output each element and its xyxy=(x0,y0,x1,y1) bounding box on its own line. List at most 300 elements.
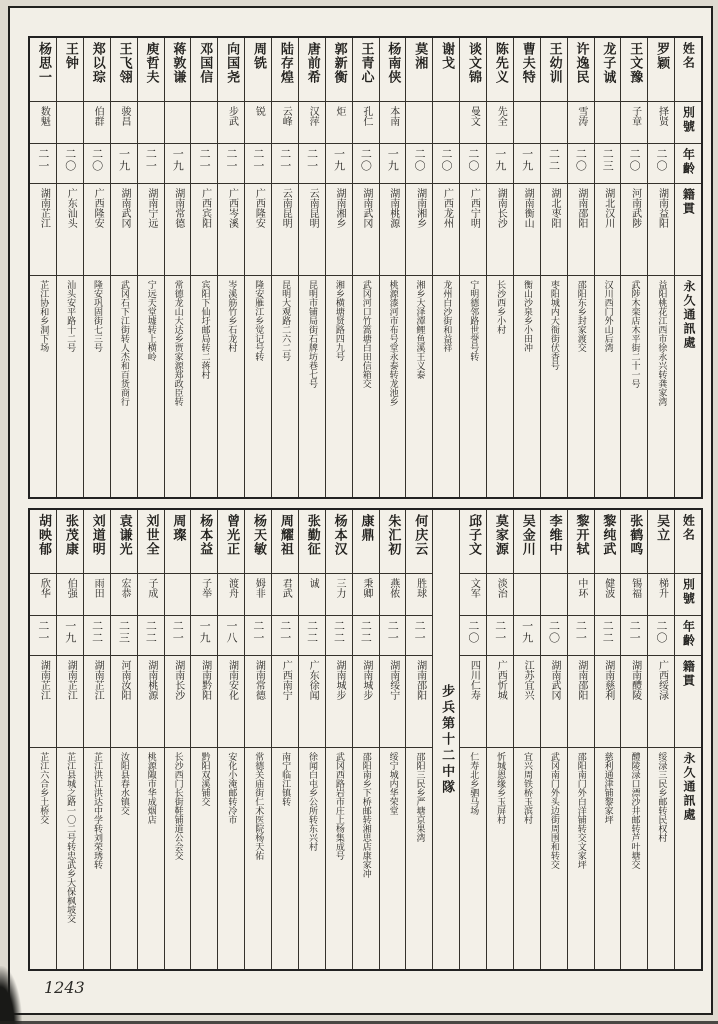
scan-corner-blotch xyxy=(0,966,22,1024)
person-address xyxy=(30,276,56,497)
person-name xyxy=(433,38,459,102)
roster-column xyxy=(621,38,648,497)
person-address-text: 南宁临江镇转 xyxy=(280,752,291,806)
person-age xyxy=(514,616,540,656)
roster-column xyxy=(595,510,622,969)
person-alias xyxy=(621,574,647,616)
person-origin xyxy=(487,656,513,748)
person-alias xyxy=(272,574,298,616)
person-name-text: 李维中 xyxy=(546,514,562,556)
person-address-text: 安化小淹邮转冷市 xyxy=(226,752,237,824)
person-age-text: 二一 xyxy=(305,148,319,172)
person-name-text: 郑以琮 xyxy=(89,42,105,84)
person-age-text: 二〇 xyxy=(466,148,480,172)
person-alias-text: 先全 xyxy=(495,106,507,126)
roster-column xyxy=(595,38,622,497)
unit-divider-label: 步兵第十二中隊 xyxy=(439,683,455,796)
field-label-age-text: 年齡 xyxy=(681,148,696,176)
person-alias xyxy=(380,102,406,144)
person-age-text: 二二 xyxy=(332,620,346,644)
person-age-text: 二三 xyxy=(601,148,615,172)
person-address xyxy=(568,276,594,497)
field-label-name xyxy=(675,38,701,102)
person-name-text: 黎开轼 xyxy=(573,514,589,556)
person-origin xyxy=(245,656,271,748)
person-age xyxy=(218,616,244,656)
page-number: 1243 xyxy=(44,978,85,997)
person-origin xyxy=(138,184,164,276)
person-name-text: 王钟 xyxy=(62,42,78,70)
person-origin xyxy=(191,656,217,748)
person-age-text: 二〇 xyxy=(655,620,669,644)
person-address xyxy=(84,276,110,497)
person-name xyxy=(299,38,325,102)
person-alias xyxy=(218,102,244,144)
person-alias xyxy=(568,102,594,144)
person-alias-text: 雨田 xyxy=(92,578,104,598)
person-age-text: 一九 xyxy=(332,148,346,172)
person-origin-text: 湖南城步 xyxy=(333,660,345,700)
person-address-text: 武冈石下江街转人杰和百货商行 xyxy=(118,280,129,406)
person-origin-text: 湖南武冈 xyxy=(118,188,130,228)
person-age-text: 一九 xyxy=(198,620,212,644)
roster-column xyxy=(487,38,514,497)
person-address-text: 绥渌三民乡邮转民权村 xyxy=(656,752,667,842)
field-label-name xyxy=(675,510,701,574)
person-origin-text: 云南昆明 xyxy=(307,188,319,228)
person-origin xyxy=(138,656,164,748)
roster-column xyxy=(218,510,245,969)
person-age-text: 二〇 xyxy=(466,620,480,644)
person-name-text: 王青心 xyxy=(358,42,374,84)
person-age-text: 一九 xyxy=(520,620,534,644)
person-address xyxy=(406,276,432,497)
person-address-text: 武冈河口竹篙塘白田信箱交 xyxy=(360,280,371,388)
person-age xyxy=(272,144,298,184)
person-origin xyxy=(541,656,567,748)
person-age xyxy=(191,616,217,656)
person-name xyxy=(111,38,137,102)
person-age xyxy=(621,144,647,184)
roster-column xyxy=(165,510,192,969)
person-origin xyxy=(30,656,56,748)
person-origin xyxy=(218,656,244,748)
person-age-text: 一九 xyxy=(520,148,534,172)
roster-column xyxy=(460,38,487,497)
person-age xyxy=(84,616,110,656)
person-address-text: 枣阳城内大衙街伏香号 xyxy=(548,280,559,370)
person-origin xyxy=(191,184,217,276)
field-label-name-text: 姓名 xyxy=(681,42,696,70)
person-alias xyxy=(138,102,164,144)
roster-column xyxy=(138,510,165,969)
person-origin-text: 湖南醴陵 xyxy=(629,660,641,700)
person-origin xyxy=(568,184,594,276)
person-age-text: 二〇 xyxy=(440,148,454,172)
person-address xyxy=(138,276,164,497)
person-name-text: 周耀祖 xyxy=(277,514,293,556)
person-name xyxy=(595,510,621,574)
person-alias-text: 梯升 xyxy=(656,578,668,598)
person-origin xyxy=(30,184,56,276)
person-age xyxy=(595,144,621,184)
person-origin xyxy=(111,184,137,276)
person-origin-text: 江苏宜兴 xyxy=(522,660,534,700)
person-origin-text: 湖南湘乡 xyxy=(414,188,426,228)
person-origin xyxy=(326,184,352,276)
person-name-text: 周铣 xyxy=(250,42,266,70)
person-origin xyxy=(380,656,406,748)
person-address-text: 徐闻白屯乡公所转东兴村 xyxy=(306,752,317,851)
person-age xyxy=(218,144,244,184)
roster-column xyxy=(380,38,407,497)
person-alias xyxy=(165,574,191,616)
person-alias-text: 雪涛 xyxy=(575,106,587,126)
person-alias-text: 曼文 xyxy=(468,106,480,126)
person-address xyxy=(487,748,513,969)
person-alias xyxy=(165,102,191,144)
person-alias xyxy=(245,102,271,144)
person-address-text: 慈利通津铺黎家坪 xyxy=(602,752,613,824)
person-origin-text: 湖南桃源 xyxy=(145,660,157,700)
field-label-alias-text: 別號 xyxy=(681,578,696,606)
person-age-text: 二〇 xyxy=(655,148,669,172)
person-name xyxy=(595,38,621,102)
field-label-age xyxy=(675,616,701,656)
person-alias xyxy=(460,102,486,144)
person-name-text: 龙子诚 xyxy=(600,42,616,84)
person-age-text: 二二 xyxy=(547,148,561,172)
person-address xyxy=(30,748,56,969)
person-age-text: 二二 xyxy=(305,620,319,644)
person-age-text: 二二 xyxy=(359,620,373,644)
person-origin-text: 广西宁明 xyxy=(468,188,480,228)
person-address-text: 邵阳东乡封家渡交 xyxy=(575,280,586,352)
person-origin xyxy=(326,656,352,748)
roster-column xyxy=(568,38,595,497)
person-address-text: 岑溪筋竹乡石龙村 xyxy=(226,280,237,352)
person-age xyxy=(326,616,352,656)
person-address-text: 昆明市铺局街石牌坊巷七号 xyxy=(306,280,317,388)
roster-column xyxy=(191,510,218,969)
person-name xyxy=(353,38,379,102)
person-name-text: 张茂康 xyxy=(62,514,78,556)
person-age-text: 一九 xyxy=(117,148,131,172)
person-address-text: 宁远天堂墟转上横岭 xyxy=(145,280,156,361)
person-alias xyxy=(111,102,137,144)
person-age xyxy=(299,616,325,656)
person-age xyxy=(541,144,567,184)
person-age xyxy=(380,144,406,184)
person-alias-text: 诚 xyxy=(307,578,319,588)
person-address xyxy=(595,276,621,497)
person-origin-text: 湖南长沙 xyxy=(495,188,507,228)
person-alias xyxy=(380,574,406,616)
person-origin-text: 湖南衡山 xyxy=(522,188,534,228)
roster-column xyxy=(299,38,326,497)
person-alias-text: 云峰 xyxy=(280,106,292,126)
person-name-text: 黎纯武 xyxy=(600,514,616,556)
roster-column xyxy=(111,510,138,969)
person-alias-text: 本南 xyxy=(387,106,399,126)
person-alias-text: 文军 xyxy=(468,578,480,598)
person-name-text: 杨本益 xyxy=(197,514,213,556)
person-age-text: 二一 xyxy=(574,620,588,644)
roster-column xyxy=(191,38,218,497)
person-name-text: 刘道明 xyxy=(89,514,105,556)
person-alias xyxy=(595,102,621,144)
person-address xyxy=(353,276,379,497)
roster-column xyxy=(353,510,380,969)
roster-column xyxy=(648,38,675,497)
person-origin xyxy=(165,656,191,748)
person-address-text: 常德龙山大达乡贾家源郑政臣转 xyxy=(172,280,183,406)
person-name-text: 张鹤鸣 xyxy=(627,514,643,556)
person-age xyxy=(272,616,298,656)
person-address-text: 醴陵渌口漂沙井邮转芦叶塘交 xyxy=(629,752,640,869)
roster-column xyxy=(433,38,460,497)
person-age-text: 二〇 xyxy=(547,620,561,644)
person-age xyxy=(30,616,56,656)
person-address xyxy=(218,276,244,497)
person-origin xyxy=(299,184,325,276)
person-name xyxy=(541,510,567,574)
person-address xyxy=(191,748,217,969)
person-origin-text: 湖南湘乡 xyxy=(333,188,345,228)
person-origin-text: 广西忻城 xyxy=(495,660,507,700)
person-alias-text: 骏昌 xyxy=(118,106,130,126)
person-address xyxy=(380,748,406,969)
person-name xyxy=(541,38,567,102)
person-name xyxy=(326,38,352,102)
person-name-text: 邓国信 xyxy=(197,42,213,84)
person-origin-text: 湖南邵阳 xyxy=(575,188,587,228)
person-name xyxy=(353,510,379,574)
person-name xyxy=(272,38,298,102)
field-label-address-text: 永久通訊處 xyxy=(681,752,696,822)
roster-column xyxy=(57,38,84,497)
person-alias-text: 燕侬 xyxy=(387,578,399,598)
person-age-text: 二〇 xyxy=(413,148,427,172)
person-alias xyxy=(299,574,325,616)
roster-column xyxy=(218,38,245,497)
person-name xyxy=(648,38,674,102)
person-address-text: 湘乡大泽潭鲤鱼溪王义泰 xyxy=(414,280,425,379)
roster-column xyxy=(84,510,111,969)
scanned-page-sheet xyxy=(8,6,713,1015)
roster-column xyxy=(245,510,272,969)
person-age-text: 二一 xyxy=(36,148,50,172)
person-origin-text: 湖南芷江 xyxy=(38,188,50,228)
person-age xyxy=(57,616,83,656)
person-origin xyxy=(621,656,647,748)
person-address xyxy=(568,748,594,969)
person-age-text: 二〇 xyxy=(628,148,642,172)
person-origin-text: 湖南芷江 xyxy=(65,660,77,700)
person-origin-text: 湖南桃源 xyxy=(387,188,399,228)
person-age xyxy=(568,144,594,184)
person-age xyxy=(138,616,164,656)
person-origin-text: 湖南安化 xyxy=(226,660,238,700)
person-alias xyxy=(57,574,83,616)
person-age xyxy=(514,144,540,184)
person-alias xyxy=(272,102,298,144)
person-address-text: 桃源漆河市布号堂永泰转龙池乡 xyxy=(387,280,398,406)
person-origin-text: 广西隆安 xyxy=(253,188,265,228)
person-name xyxy=(165,510,191,574)
person-origin xyxy=(218,184,244,276)
roster-column xyxy=(30,38,57,497)
roster-column xyxy=(514,510,541,969)
person-origin xyxy=(595,656,621,748)
person-age xyxy=(326,144,352,184)
person-name-text: 朱汇初 xyxy=(385,514,401,556)
roster-column xyxy=(541,510,568,969)
person-address xyxy=(165,276,191,497)
field-label-name-text: 姓名 xyxy=(681,514,696,542)
person-age xyxy=(487,144,513,184)
field-label-address xyxy=(675,748,701,969)
roster-column xyxy=(487,510,514,969)
roster-column xyxy=(272,510,299,969)
person-alias-text: 炬 xyxy=(333,106,345,116)
person-age-text: 二〇 xyxy=(90,148,104,172)
person-name-text: 胡映郁 xyxy=(35,514,51,556)
roster-column xyxy=(111,38,138,497)
person-age xyxy=(487,616,513,656)
person-origin-text: 湖北枣阳 xyxy=(548,188,560,228)
person-origin xyxy=(272,656,298,748)
person-name-text: 张勤征 xyxy=(304,514,320,556)
person-alias-text: 胜球 xyxy=(414,578,426,598)
roster-column xyxy=(380,510,407,969)
person-alias xyxy=(218,574,244,616)
person-address xyxy=(487,276,513,497)
person-age-text: 二一 xyxy=(386,620,400,644)
person-alias-text: 渡舟 xyxy=(226,578,238,598)
person-age xyxy=(57,144,83,184)
person-alias-text: 子举 xyxy=(199,578,211,598)
roster-column xyxy=(30,510,57,969)
person-address-text: 隆安雁江乡觉记号转 xyxy=(253,280,264,361)
person-alias-text: 健波 xyxy=(602,578,614,598)
person-name-text: 唐前希 xyxy=(304,42,320,84)
person-address-text: 隆安巩固街七三号 xyxy=(91,280,102,352)
field-label-age-text: 年齡 xyxy=(681,620,696,648)
person-address-text: 武陟木栾店木平街二十一号 xyxy=(629,280,640,388)
person-alias xyxy=(487,574,513,616)
person-age xyxy=(433,144,459,184)
person-alias xyxy=(648,102,674,144)
person-address-text: 武冈南门外头边街周围和转交 xyxy=(548,752,559,869)
person-name xyxy=(272,510,298,574)
person-name xyxy=(218,38,244,102)
roster-column xyxy=(406,38,433,497)
person-address xyxy=(541,748,567,969)
person-origin xyxy=(406,184,432,276)
person-address-text: 龙州白沙街和益祥 xyxy=(441,280,452,352)
person-alias xyxy=(433,102,459,144)
person-address xyxy=(111,748,137,969)
person-name-text: 刘世全 xyxy=(143,514,159,556)
person-origin xyxy=(621,184,647,276)
person-name xyxy=(514,510,540,574)
person-age-text: 二一 xyxy=(36,620,50,644)
person-origin-text: 湖北汉川 xyxy=(602,188,614,228)
person-age xyxy=(406,616,432,656)
person-alias-text: 汉萍 xyxy=(307,106,319,126)
person-alias-text: 伯强 xyxy=(65,578,77,598)
person-age-text: 二二 xyxy=(90,620,104,644)
person-name xyxy=(406,510,432,574)
person-alias-text: 孔仁 xyxy=(360,106,372,126)
person-address xyxy=(191,276,217,497)
person-age xyxy=(165,144,191,184)
person-origin-text: 广西宾阳 xyxy=(199,188,211,228)
person-address xyxy=(460,276,486,497)
roster-column xyxy=(648,510,675,969)
field-label-address-text: 永久通訊處 xyxy=(681,280,696,350)
person-address xyxy=(514,748,540,969)
person-address-text: 汝阳县春水镇交 xyxy=(118,752,129,815)
person-address xyxy=(621,276,647,497)
person-name xyxy=(165,38,191,102)
person-origin-text: 河南武陟 xyxy=(629,188,641,228)
person-name xyxy=(191,38,217,102)
person-name-text: 杨思一 xyxy=(35,42,51,84)
person-address-text: 衡山沙泉乡小田冲 xyxy=(521,280,532,352)
person-age xyxy=(568,616,594,656)
person-alias xyxy=(191,102,217,144)
person-address-text: 忻城恩缘乡玉屏村 xyxy=(495,752,506,824)
person-alias xyxy=(541,102,567,144)
person-address xyxy=(326,748,352,969)
person-alias-text: 宏恭 xyxy=(118,578,130,598)
person-alias xyxy=(487,102,513,144)
person-address-text: 黔阳双溪铺交 xyxy=(199,752,210,806)
person-address xyxy=(595,748,621,969)
person-address xyxy=(621,748,647,969)
roster-column xyxy=(460,510,487,969)
person-name-text: 庾哲夫 xyxy=(143,42,159,84)
person-age xyxy=(111,616,137,656)
person-origin-text: 湖南芷江 xyxy=(92,660,104,700)
person-address-text: 芷江洪江洪达中学转刘荣琇转 xyxy=(91,752,102,869)
person-origin-text: 河南汝阳 xyxy=(118,660,130,700)
person-age xyxy=(380,616,406,656)
person-origin-text: 湖南邵阳 xyxy=(575,660,587,700)
roster-column xyxy=(165,38,192,497)
field-label-origin xyxy=(675,656,701,748)
field-label-origin xyxy=(675,184,701,276)
person-alias xyxy=(191,574,217,616)
person-alias xyxy=(30,102,56,144)
person-name xyxy=(218,510,244,574)
person-address xyxy=(245,748,271,969)
person-origin xyxy=(111,656,137,748)
person-name xyxy=(460,510,486,574)
person-name xyxy=(326,510,352,574)
person-origin-text: 四川仁寿 xyxy=(468,660,480,700)
person-origin-text: 广西绥渌 xyxy=(656,660,668,700)
person-name-text: 曾光正 xyxy=(224,514,240,556)
person-alias xyxy=(353,102,379,144)
person-name xyxy=(568,38,594,102)
person-origin xyxy=(245,184,271,276)
person-address xyxy=(326,276,352,497)
person-address-text: 邵阳三民乡严塘京果湾 xyxy=(414,752,425,842)
unit-divider-column xyxy=(433,510,460,969)
